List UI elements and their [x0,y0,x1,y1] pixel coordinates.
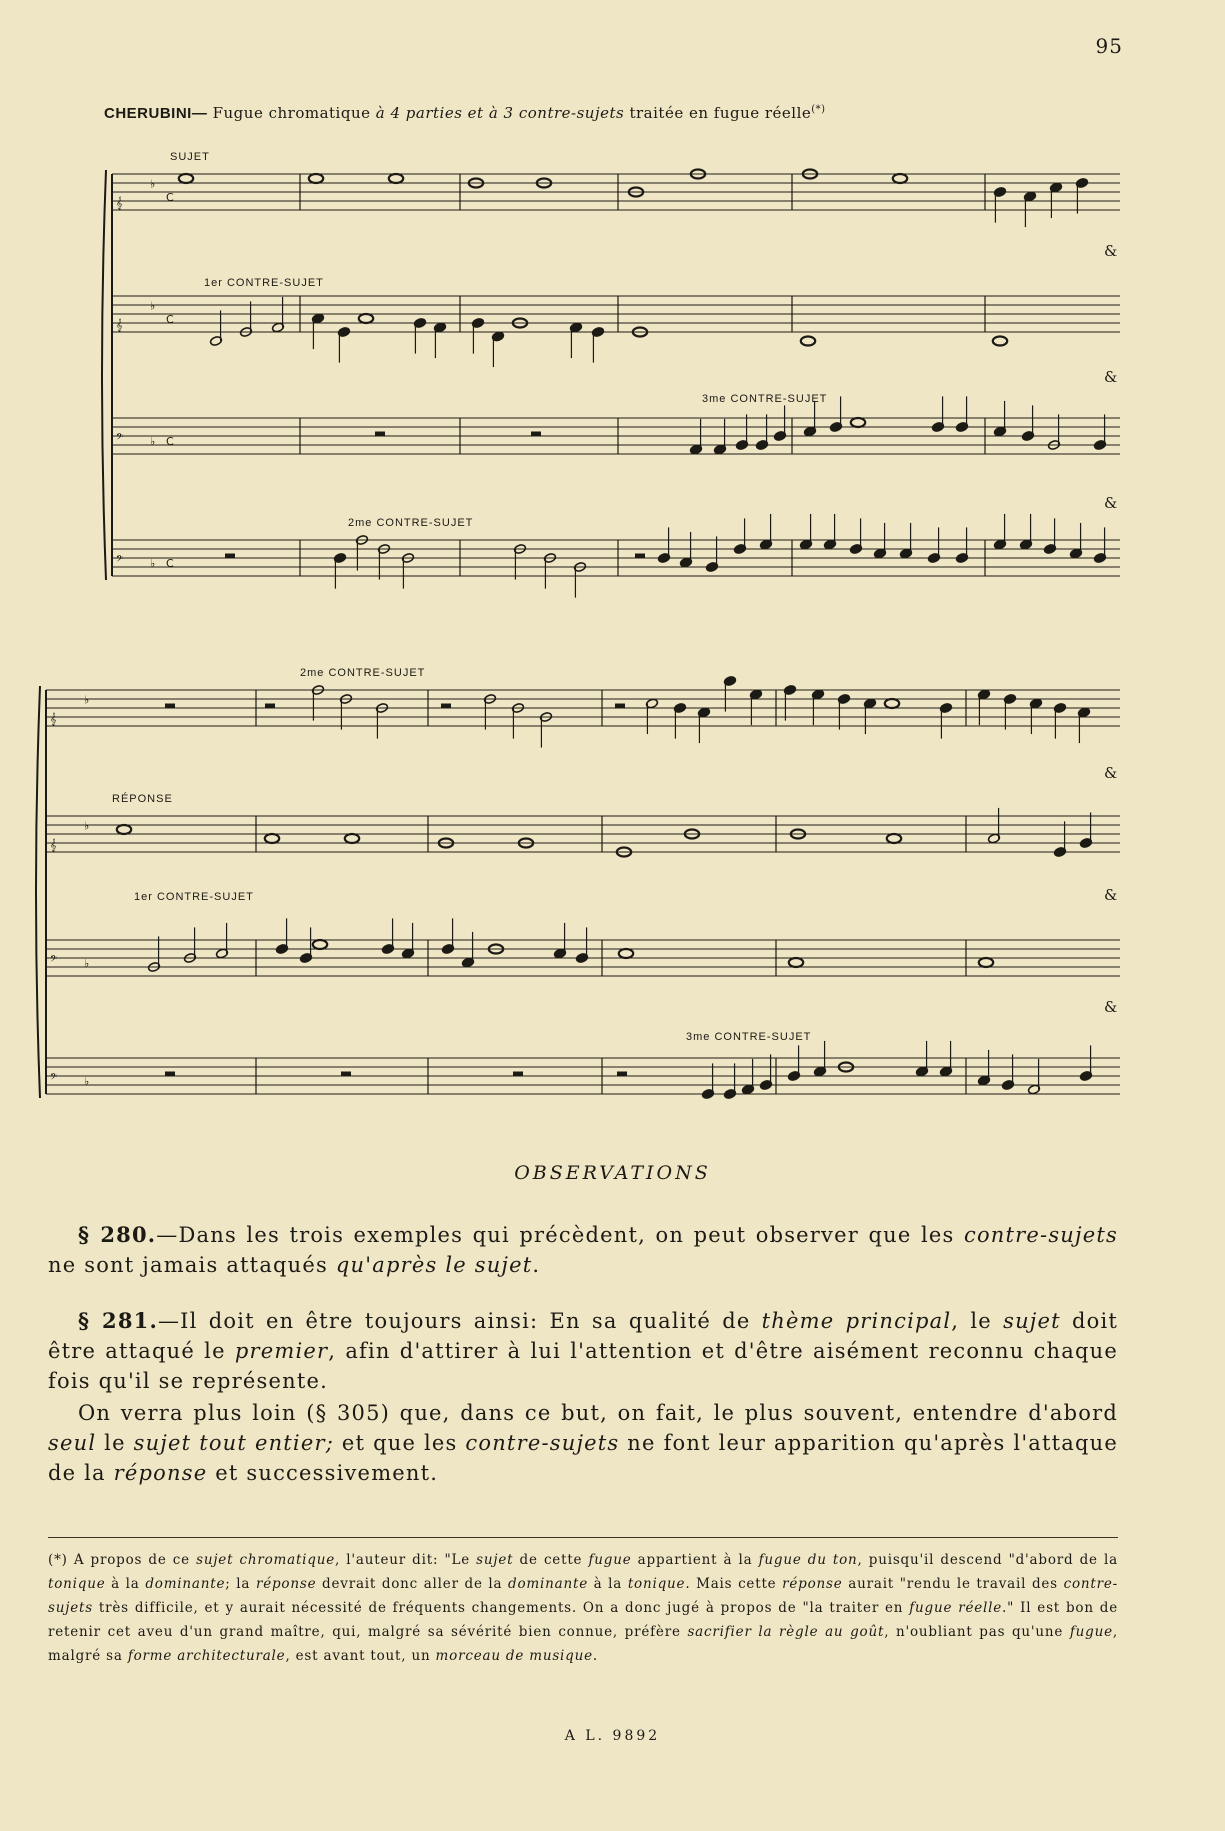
bass-clef: 𝄢 [50,953,59,967]
italic-text: contre-sujets [48,1576,1118,1616]
text: , le [951,1309,1004,1333]
text: . Mais cette [685,1576,783,1592]
italic-text: réponse [782,1576,843,1592]
footnote-divider [48,1537,1118,1538]
voice-label: 2me CONTRE-SUJET [348,517,474,529]
text: ne sont jamais attaqués [48,1253,336,1277]
text: très difficile, et y aurait nécessité de fréquents changements. On a donc jugé à propos de "la traiter en [92,1600,910,1616]
whole-note [179,174,193,183]
ampersand: & [1104,494,1118,512]
voice-label: 1er CONTRE-SUJET [134,891,254,903]
footnote-marker: (*) [811,104,826,115]
whole-note [309,174,323,183]
whole-note [359,314,373,323]
text: et successivement. [207,1461,439,1485]
time-signature: C [166,435,175,448]
flat-key-signature: ♭ [150,299,157,313]
text: le [96,1431,134,1455]
whole-note [979,958,993,967]
italic-text: contre-sujets [964,1223,1118,1247]
paragraph-281-continued [48,1398,1118,1488]
text: —Il doit en être toujours ainsi: En sa qualité de [157,1309,762,1333]
italic-text: sujet [1003,1309,1061,1333]
whole-rest [531,432,541,437]
ampersand: & [1104,998,1118,1016]
text: appartient à la [631,1552,759,1568]
ampersand: & [1104,886,1118,904]
text: à la [105,1576,146,1592]
ampersand: & [1104,242,1118,260]
title-text: Fugue chromatique [207,104,376,122]
italic-text: premier [234,1339,329,1363]
italic-text: fugue [1069,1624,1113,1640]
title-text-2: traitée en fugue réelle [624,104,812,122]
paragraph-281 [48,1306,1118,1396]
whole-note [893,174,907,183]
italic-text: dominante [145,1576,226,1592]
voice-label: 1er CONTRE-SUJET [204,277,324,289]
text: doit être attaqué le [48,1309,1119,1363]
text: , l'auteur dit: "Le [335,1552,477,1568]
voice-label: SUJET [170,151,210,163]
italic-text: sujet chromatique [196,1552,336,1568]
observations-heading: OBSERVATIONS [514,1162,711,1184]
whole-rest [635,554,645,559]
title-italic: à 4 parties et à 3 contre-sujets [375,104,625,122]
page-number: 95 [1095,34,1123,58]
bass-clef: 𝄢 [50,1071,59,1085]
section-number: § 281. [78,1308,158,1333]
whole-note [619,949,633,958]
text: ; la [225,1576,256,1592]
plate-number: A L. 9892 [564,1728,661,1744]
text: , est avant tout, un [285,1648,436,1664]
treble-clef: 𝄞 [116,318,124,332]
bass-clef: 𝄢 [116,431,125,445]
text: , malgré sa [48,1624,1119,1664]
time-signature: C [166,313,175,326]
italic-text: sacrifier la règle au goût [687,1624,885,1640]
section-number: § 280. [78,1222,157,1247]
text: . [532,1253,541,1277]
italic-text: qu'après le sujet [335,1253,533,1277]
whole-note [389,174,403,183]
whole-rest [225,554,235,559]
whole-note [345,834,359,843]
whole-rest [375,432,385,437]
italic-text: fugue du ton [758,1552,858,1568]
whole-rest [165,1072,175,1077]
whole-note [801,337,815,346]
ampersand: & [1104,368,1118,386]
italic-text: contre-sujets [465,1431,620,1455]
treble-clef: 𝄞 [50,712,58,726]
ampersand: & [1104,764,1118,782]
whole-rest [617,1072,627,1077]
flat-key-signature: ♭ [150,177,157,191]
text: et que les [334,1431,466,1455]
italic-text: réponse [255,1576,317,1592]
whole-rest [341,1072,351,1077]
whole-note [885,699,899,708]
voice-label: 3me CONTRE-SUJET [702,393,828,405]
bass-clef: 𝄢 [116,553,125,567]
time-signature: C [166,191,175,204]
text: ." Il est bon de retenir cet aveu d'un grand maître, qui, malgré sa sévérité bien connue, préfère [48,1600,1118,1640]
treble-clef: 𝄞 [116,196,124,210]
whole-rest [513,1072,523,1077]
whole-rest [615,704,625,709]
text: —Dans les trois exemples qui précèdent, on peut observer que les [156,1223,964,1247]
flat-key-signature: ♭ [150,435,157,448]
italic-text: tonique [48,1576,106,1592]
italic-text: sujet tout entier; [133,1431,334,1455]
text: , afin d'attirer à lui l'attention et d'être aisément reconnu chaque fois qu'il se représente. [48,1339,1118,1393]
italic-text: seul [48,1431,97,1455]
treble-clef: 𝄞 [50,838,58,852]
whole-note [313,940,327,949]
voice-label: RÉPONSE [112,793,173,805]
flat-key-signature: ♭ [84,693,91,707]
text: devrait donc aller de la [316,1576,509,1592]
whole-note [851,418,865,427]
whole-rest [265,704,275,709]
whole-note [993,337,1007,346]
text: de cette [513,1552,589,1568]
italic-text: fugue réelle [909,1600,1003,1616]
flat-key-signature: ♭ [84,1075,91,1088]
whole-note [887,834,901,843]
score-system-2 [36,667,1120,1099]
text: aurait "rendu le travail des [842,1576,1064,1592]
text: à la [588,1576,628,1592]
text: (*) A propos de ce [48,1552,197,1568]
text: ne font leur apparition qu'après l'attaque de la [48,1431,1119,1485]
whole-note [265,834,279,843]
paragraph-280 [48,1220,1118,1280]
italic-text: dominante [508,1576,588,1592]
flat-key-signature: ♭ [84,819,91,833]
system-bracket [36,686,40,1098]
italic-text: forme architecturale [127,1648,286,1664]
score-system-1 [102,151,1120,598]
italic-text: réponse [113,1461,208,1485]
italic-text: fugue [588,1552,632,1568]
whole-note [117,825,131,834]
text: , n'oubliant pas qu'une [884,1624,1070,1640]
voice-label: 3me CONTRE-SUJET [686,1031,812,1043]
text: . [592,1648,598,1664]
whole-note [789,958,803,967]
time-signature: C [166,557,175,570]
system-bracket [102,170,106,580]
flat-key-signature: ♭ [150,557,157,570]
voice-label: 2me CONTRE-SUJET [300,667,426,679]
text: On verra plus loin (§ 305) que, dans ce but, on fait, le plus souvent, entendre d'abord [78,1401,1118,1425]
composer-name: CHERUBINI— [104,105,208,122]
text: , puisqu'il descend "d'abord de la [857,1552,1118,1568]
italic-text: thème principal [761,1309,952,1333]
flat-key-signature: ♭ [84,957,91,970]
italic-text: morceau de musique [435,1648,593,1664]
italic-text: sujet [476,1552,514,1568]
whole-rest [441,704,451,709]
italic-text: tonique [627,1576,686,1592]
whole-rest [165,704,175,709]
footnote [48,1548,1118,1668]
